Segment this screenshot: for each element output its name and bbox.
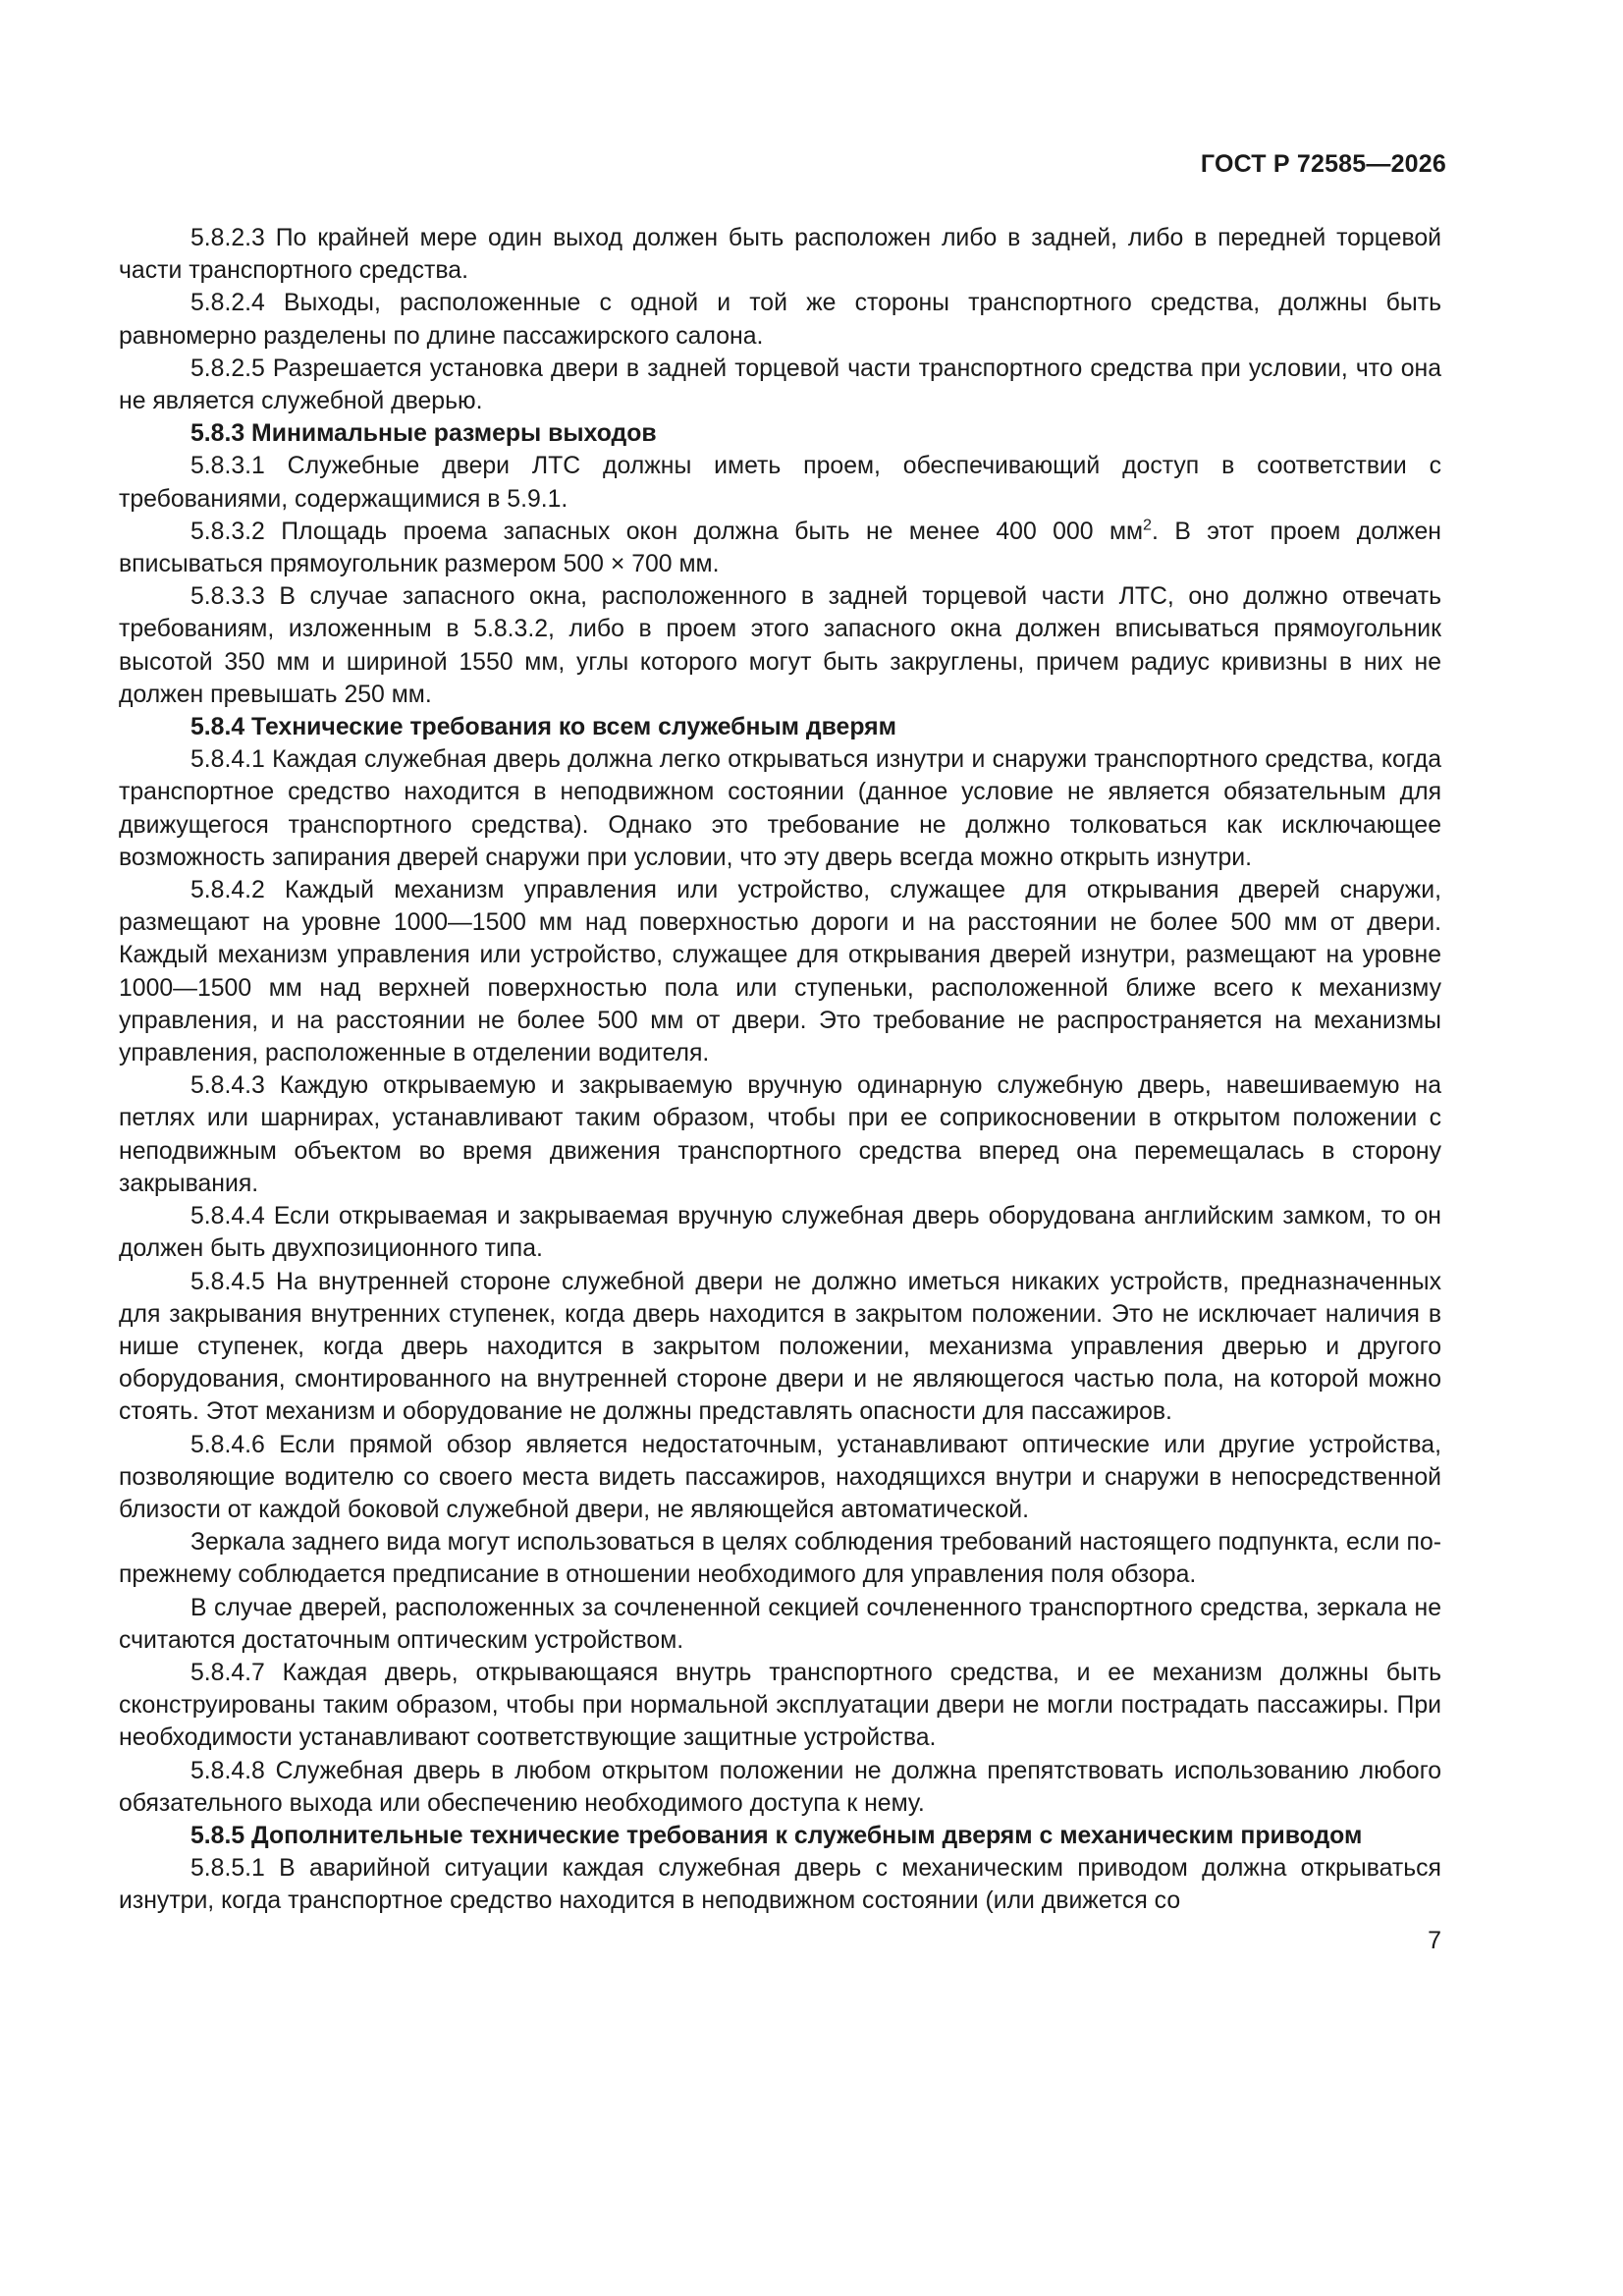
document-code-header: ГОСТ Р 72585—2026 (1200, 150, 1446, 178)
paragraph-5-8-2-4: 5.8.2.4 Выходы, расположенные с одной и той же стороны транспортного средства, должны быть равномерно разделены по длине пассажирского салона. (119, 290, 1441, 350)
paragraph-5-8-4-3: 5.8.4.3 Каждую открываемую и закрываемую вручную одинарную служебную дверь, навешиваемую на петлях или шарнирах, устанавливают таким образом, чтобы при ее соприкосновении в открытом положении с неподвижным объектом во время движения транспортного средства вперед она перемещалась в сторону закрывания. (119, 1072, 1441, 1197)
section-heading-5-8-5: 5.8.5 Дополнительные технические требования к служебным дверям с механическим приводом (190, 1822, 1363, 1849)
section-heading-5-8-3: 5.8.3 Минимальные размеры выходов (190, 420, 657, 448)
paragraph-5-8-4-4: 5.8.4.4 Если открываемая и закрываемая вручную служебная дверь оборудована английским замком, то он должен быть двухпозиционного типа. (119, 1203, 1441, 1263)
paragraph-5-8-3-1: 5.8.3.1 Служебные двери ЛТС должны иметь проем, обеспечивающий доступ в соответствии с требованиями, содержащимися в 5.9.1. (119, 453, 1441, 513)
superscript: 2 (1143, 516, 1153, 534)
paragraph-5-8-3-3: 5.8.3.3 В случае запасного окна, расположенного в задней торцевой части ЛТС, оно должно отвечать требованиям, изложенным в 5.8.3.2, либо в проем этого запасного окна должен вписываться прямоугольник высотой 350 мм и шириной 1550 мм, углы которого могут быть закруглены, причем радиус кривизны в них не должен превышать 250 мм. (119, 583, 1441, 708)
paragraph-5-8-2-5: 5.8.2.5 Разрешается установка двери в задней торцевой части транспортного средства при условии, что она не является служебной дверью. (119, 355, 1441, 415)
paragraph-5-8-4-1: 5.8.4.1 Каждая служебная дверь должна легко открываться изнутри и снаружи транспортного средства, когда транспортное средство находится в неподвижном состоянии (данное условие не является обязательным для движущегося транспортного средства). Однако это требование не должно толковаться как исключающее возможность запирания дверей снаружи при условии, что эту дверь всегда можно открыть изнутри. (119, 746, 1441, 871)
paragraph-5-8-3-2: 5.8.3.2 Площадь проема запасных окон должна быть не менее 400 000 $мм^2$. В этот проем должен вписываться прямоугольник размером 500 × 700 мм. (119, 516, 1441, 578)
paragraph-5-8-4-2: 5.8.4.2 Каждый механизм управления или устройство, служащее для открывания дверей снаружи, размещают на уровне 1000—1500 мм над поверхностью дороги и на расстоянии не более 500 мм от двери. Каждый механизм управления или устройство, служащее для открывания дверей изнутри, размещают на уровне 1000—1500 мм над верхней поверхностью пола или ступеньки, расположенной ближе всего к механизму управления, и на расстоянии не более 500 мм от двери. Это требование не распространяется на механизмы управления, расположенные в отделении водителя. (119, 877, 1441, 1067)
paragraph-5-8-4-7: 5.8.4.7 Каждая дверь, открывающаяся внутрь транспортного средства, и ее механизм должны быть сконструированы таким образом, чтобы при нормальной эксплуатации двери не могли пострадать пассажиры. При необходимости устанавливают соответствующие защитные устройства. (119, 1659, 1441, 1752)
paragraph-5-8-2-3: 5.8.2.3 По крайней мере один выход должен быть расположен либо в задней, либо в передней торцевой части транспортного средства. (119, 225, 1441, 285)
paragraph-5-8-4-5: 5.8.4.5 На внутренней стороне служебной двери не должно иметься никаких устройств, предназначенных для закрывания внутренних ступенек, когда дверь находится в закрытом положении. Это не исключает наличия в нише ступенек, когда дверь находится в закрытом положении, механизма управления дверью и другого оборудования, смонтированного на внутренней стороне двери и не являющегося частью пола, на которой можно стоять. Этот механизм и оборудование не должны представлять опасности для пассажиров. (119, 1268, 1441, 1426)
document-body (119, 222, 1441, 1918)
paragraph-5-8-5-1: 5.8.5.1 В аварийной ситуации каждая служебная дверь с механическим приводом должна открываться изнутри, когда транспортное средство находится в неподвижном состоянии (или движется со (119, 1855, 1441, 1915)
paragraph-articulated-doors: В случае дверей, расположенных за сочлененной секцией сочлененного транспортного средства, зеркала не считаются достаточным оптическим устройством. (119, 1594, 1441, 1654)
paragraph-5-8-4-6: 5.8.4.6 Если прямой обзор является недостаточным, устанавливают оптические или другие устройства, позволяющие водителю со своего места видеть пассажиров, находящихся внутри и снаружи в непосредственной близости от каждой боковой служебной двери, не являющейся автоматической. (119, 1431, 1441, 1523)
paragraph-5-8-4-8: 5.8.4.8 Служебная дверь в любом открытом положении не должна препятствовать использованию любого обязательного выхода или обеспечению необходимого доступа к нему. (119, 1757, 1441, 1817)
page-number: 7 (1428, 1927, 1441, 1954)
section-heading-5-8-4: 5.8.4 Технические требования ко всем служебным дверям (190, 714, 896, 741)
paragraph-mirrors: Зеркала заднего вида могут использоваться в целях соблюдения требований настоящего подпункта, если по-прежнему соблюдается предписание в отношении необходимого для управления поля обзора. (119, 1529, 1441, 1589)
